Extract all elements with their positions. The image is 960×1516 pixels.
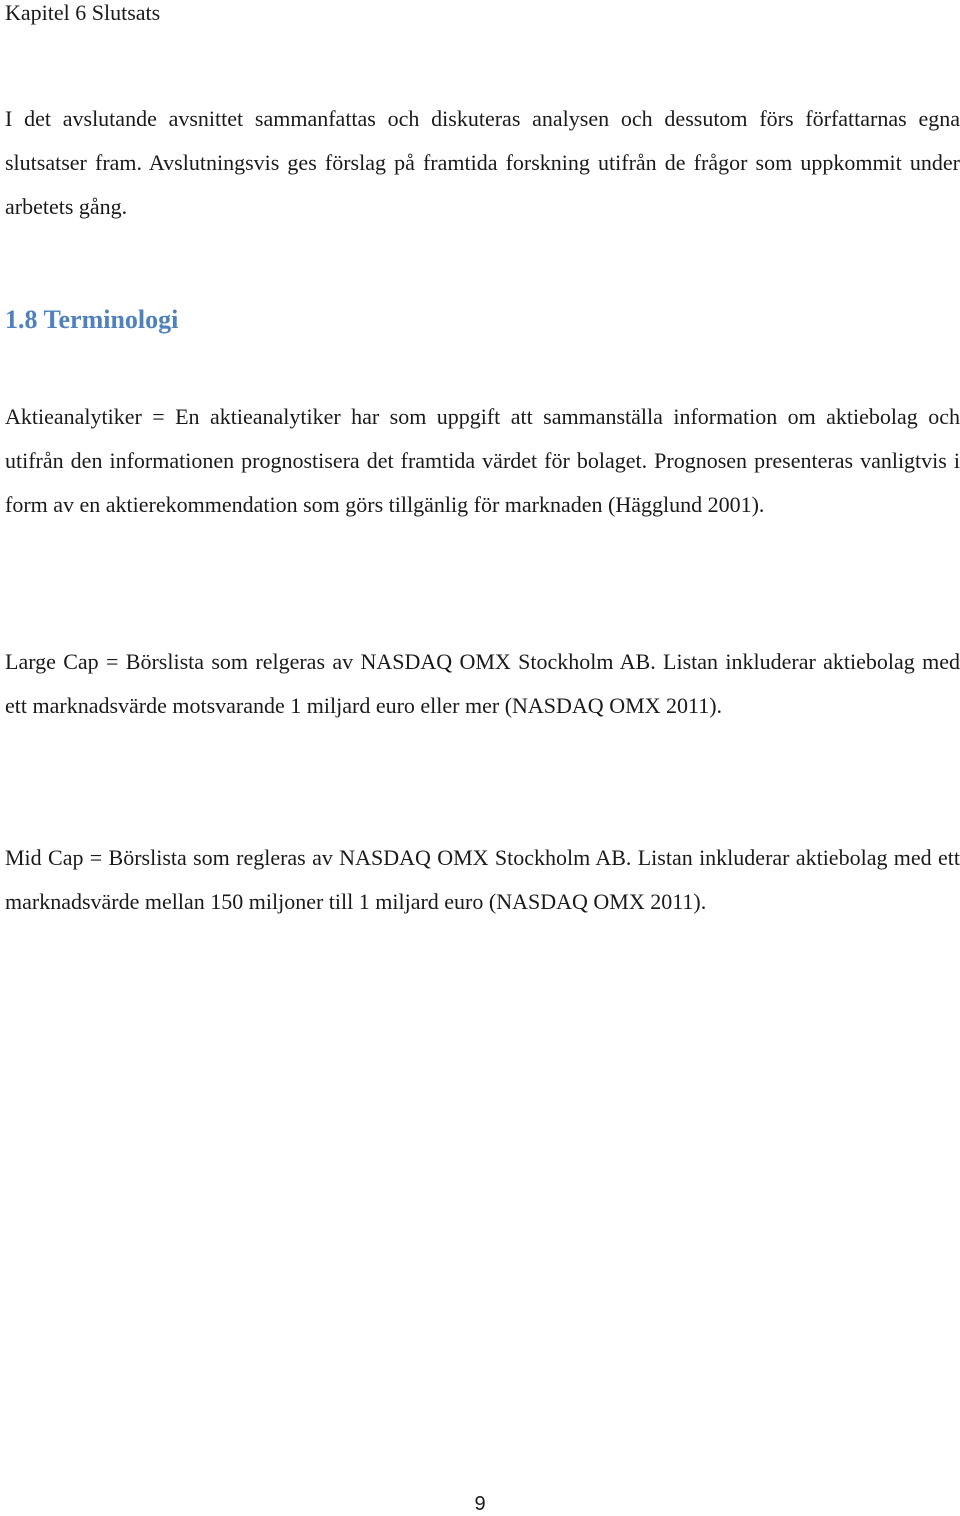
term-definition-aktieanalytiker: Aktieanalytiker = En aktieanalytiker har som uppgift att sammanställa information om aktiebolag och utifrån den informationen prognostisera det framtida värdet för bolaget. Prognosen presenteras vanligtvis i form av en aktierekommendation som görs tillgänlig för marknaden (Hägglund 2001). xyxy=(5,404,960,517)
chapter-line: Kapitel 6 Slutsats xyxy=(5,0,161,25)
term-definition-mid-cap: Mid Cap = Börslista som regleras av NASDAQ OMX Stockholm AB. Listan inkluderar aktiebolag med ett marknadsvärde mellan 150 miljoner till 1 miljard euro (NASDAQ OMX 2011). xyxy=(5,845,960,914)
term-definition-large-cap: Large Cap = Börslista som relgeras av NASDAQ OMX Stockholm AB. Listan inkluderar aktiebolag med ett marknadsvärde motsvarande 1 miljard euro eller mer (NASDAQ OMX 2011). xyxy=(5,649,960,718)
intro-paragraph: I det avslutande avsnittet sammanfattas och diskuteras analysen och dessutom förs författarnas egna slutsatser fram. Avslutningsvis ges förslag på framtida forskning utifrån de frågor som uppkommit under arbetets gång. xyxy=(5,106,960,219)
page-number: 9 xyxy=(474,1493,486,1515)
section-heading: 1.8 Terminologi xyxy=(5,305,179,334)
